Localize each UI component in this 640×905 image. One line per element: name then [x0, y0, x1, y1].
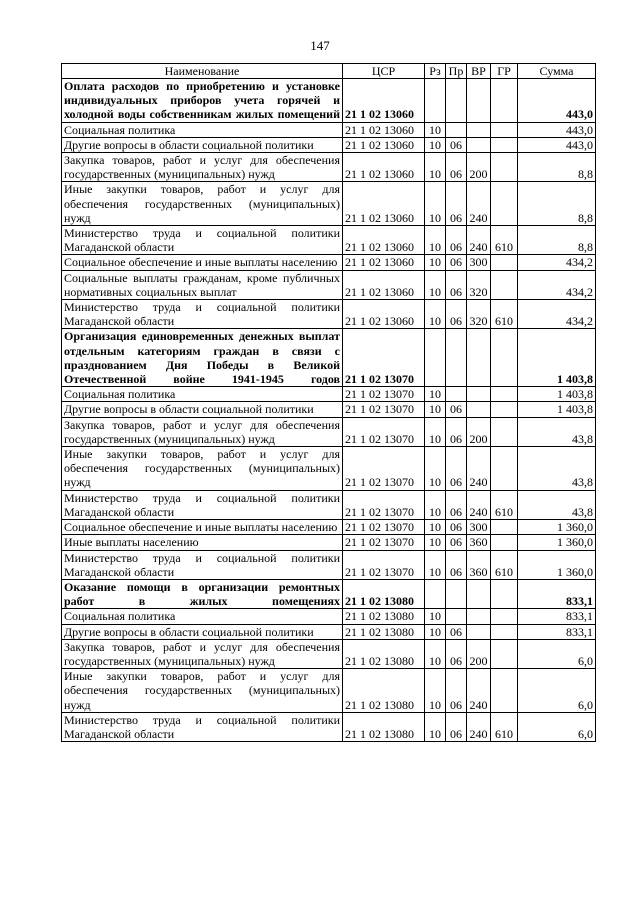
table-row: [62, 550, 596, 579]
table-row: [62, 402, 596, 417]
cell-rz: 10: [425, 447, 446, 491]
cell-csr: 21 1 02 13070: [343, 535, 425, 550]
cell-csr: 21 1 02 13060: [343, 255, 425, 270]
cell-vr: [467, 624, 491, 639]
cell-vr: [467, 122, 491, 137]
cell-sum: 1 403,8: [518, 329, 596, 387]
cell-name: Иные закупки товаров, работ и услуг для обеспечения государственных (муниципальных) нужд: [62, 669, 343, 713]
cell-csr: 21 1 02 13080: [343, 639, 425, 668]
table-row: [62, 639, 596, 668]
cell-vr: [467, 387, 491, 402]
cell-pr: [446, 387, 467, 402]
cell-rz: 10: [425, 182, 446, 226]
cell-rz: 10: [425, 300, 446, 329]
header-gr: ГР: [491, 64, 518, 79]
cell-vr: 240: [467, 447, 491, 491]
cell-gr: [491, 609, 518, 624]
cell-gr: [491, 255, 518, 270]
cell-sum: 43,8: [518, 417, 596, 446]
cell-name: Социальная политика: [62, 122, 343, 137]
cell-name: Иные закупки товаров, работ и услуг для обеспечения государственных (муниципальных) нужд: [62, 447, 343, 491]
cell-pr: 06: [446, 669, 467, 713]
header-name: Наименование: [62, 64, 343, 79]
cell-gr: [491, 624, 518, 639]
cell-pr: 06: [446, 182, 467, 226]
cell-pr: 06: [446, 639, 467, 668]
cell-rz: 10: [425, 226, 446, 255]
cell-name: Закупка товаров, работ и услуг для обеспечения государственных (муниципальных) нужд: [62, 417, 343, 446]
cell-pr: 06: [446, 624, 467, 639]
cell-pr: 06: [446, 712, 467, 741]
table-row: [62, 255, 596, 270]
table-row: [62, 669, 596, 713]
cell-sum: 434,2: [518, 270, 596, 299]
cell-sum: 434,2: [518, 300, 596, 329]
cell-csr: 21 1 02 13070: [343, 520, 425, 535]
cell-csr: 21 1 02 13070: [343, 550, 425, 579]
cell-sum: 8,8: [518, 182, 596, 226]
cell-gr: [491, 579, 518, 608]
cell-gr: [491, 535, 518, 550]
cell-rz: 10: [425, 712, 446, 741]
cell-csr: 21 1 02 13080: [343, 609, 425, 624]
table-row: [62, 122, 596, 137]
cell-csr: 21 1 02 13080: [343, 669, 425, 713]
cell-sum: 6,0: [518, 639, 596, 668]
cell-csr: 21 1 02 13060: [343, 79, 425, 123]
cell-csr: 21 1 02 13060: [343, 300, 425, 329]
cell-gr: [491, 79, 518, 123]
table-row: [62, 300, 596, 329]
cell-gr: 610: [491, 226, 518, 255]
cell-sum: 6,0: [518, 712, 596, 741]
cell-pr: [446, 329, 467, 387]
cell-csr: 21 1 02 13080: [343, 624, 425, 639]
table-row: [62, 520, 596, 535]
cell-gr: [491, 153, 518, 182]
cell-sum: 443,0: [518, 122, 596, 137]
cell-name: Другие вопросы в области социальной политики: [62, 137, 343, 152]
cell-name: Иные закупки товаров, работ и услуг для обеспечения государственных (муниципальных) нужд: [62, 182, 343, 226]
cell-vr: 360: [467, 550, 491, 579]
cell-sum: 6,0: [518, 669, 596, 713]
cell-pr: [446, 122, 467, 137]
table-row: [62, 329, 596, 387]
cell-name: Другие вопросы в области социальной политики: [62, 624, 343, 639]
cell-vr: 320: [467, 270, 491, 299]
cell-pr: 06: [446, 255, 467, 270]
cell-rz: 10: [425, 669, 446, 713]
table-row: [62, 712, 596, 741]
cell-vr: 240: [467, 182, 491, 226]
cell-pr: 06: [446, 270, 467, 299]
cell-gr: [491, 402, 518, 417]
cell-vr: 200: [467, 417, 491, 446]
cell-name: Иные выплаты населению: [62, 535, 343, 550]
cell-rz: 10: [425, 270, 446, 299]
cell-rz: 10: [425, 387, 446, 402]
cell-vr: [467, 329, 491, 387]
cell-sum: 1 360,0: [518, 535, 596, 550]
cell-pr: 06: [446, 417, 467, 446]
cell-csr: 21 1 02 13060: [343, 182, 425, 226]
cell-rz: 10: [425, 639, 446, 668]
table-row: [62, 609, 596, 624]
cell-pr: 06: [446, 402, 467, 417]
cell-sum: 1 360,0: [518, 550, 596, 579]
table-row: [62, 624, 596, 639]
cell-pr: 06: [446, 137, 467, 152]
cell-csr: 21 1 02 13070: [343, 402, 425, 417]
cell-gr: 610: [491, 712, 518, 741]
cell-pr: 06: [446, 226, 467, 255]
table-row: [62, 79, 596, 123]
cell-rz: 10: [425, 490, 446, 519]
cell-sum: 833,1: [518, 579, 596, 608]
cell-vr: 240: [467, 669, 491, 713]
cell-gr: 610: [491, 490, 518, 519]
cell-gr: [491, 387, 518, 402]
cell-name: Министерство труда и социальной политики Магаданской области: [62, 226, 343, 255]
cell-rz: 10: [425, 550, 446, 579]
cell-vr: [467, 402, 491, 417]
cell-vr: [467, 579, 491, 608]
cell-csr: 21 1 02 13060: [343, 270, 425, 299]
cell-sum: 43,8: [518, 490, 596, 519]
cell-sum: 434,2: [518, 255, 596, 270]
cell-gr: [491, 329, 518, 387]
table-header-row: [62, 64, 596, 79]
cell-csr: 21 1 02 13070: [343, 387, 425, 402]
cell-csr: 21 1 02 13070: [343, 329, 425, 387]
budget-table: [61, 63, 596, 742]
cell-rz: [425, 79, 446, 123]
cell-sum: 443,0: [518, 137, 596, 152]
cell-vr: 300: [467, 520, 491, 535]
cell-rz: 10: [425, 609, 446, 624]
cell-name: Оказание помощи в организации ремонтных работ в жилых помещениях: [62, 579, 343, 608]
page-number: 147: [310, 38, 330, 53]
cell-csr: 21 1 02 13060: [343, 137, 425, 152]
cell-sum: 833,1: [518, 624, 596, 639]
cell-pr: [446, 579, 467, 608]
cell-rz: [425, 329, 446, 387]
cell-gr: [491, 639, 518, 668]
cell-vr: [467, 137, 491, 152]
cell-gr: [491, 137, 518, 152]
cell-gr: 610: [491, 550, 518, 579]
table-row: [62, 579, 596, 608]
table-row: [62, 182, 596, 226]
cell-sum: 8,8: [518, 153, 596, 182]
cell-vr: 200: [467, 639, 491, 668]
cell-csr: 21 1 02 13070: [343, 417, 425, 446]
cell-name: Министерство труда и социальной политики Магаданской области: [62, 550, 343, 579]
cell-pr: [446, 79, 467, 123]
table-row: [62, 153, 596, 182]
cell-rz: 10: [425, 153, 446, 182]
cell-rz: 10: [425, 535, 446, 550]
cell-rz: 10: [425, 122, 446, 137]
cell-name: Социальная политика: [62, 609, 343, 624]
cell-csr: 21 1 02 13080: [343, 579, 425, 608]
table-row: [62, 387, 596, 402]
cell-sum: 1 360,0: [518, 520, 596, 535]
table-row: [62, 137, 596, 152]
cell-vr: 360: [467, 535, 491, 550]
cell-sum: 833,1: [518, 609, 596, 624]
table-row: [62, 226, 596, 255]
table-body: [62, 79, 596, 742]
cell-csr: 21 1 02 13060: [343, 226, 425, 255]
cell-pr: 06: [446, 520, 467, 535]
cell-pr: [446, 609, 467, 624]
cell-name: Министерство труда и социальной политики Магаданской области: [62, 490, 343, 519]
cell-rz: 10: [425, 137, 446, 152]
cell-gr: [491, 447, 518, 491]
cell-name: Закупка товаров, работ и услуг для обеспечения государственных (муниципальных) нужд: [62, 639, 343, 668]
cell-rz: 10: [425, 255, 446, 270]
cell-pr: 06: [446, 550, 467, 579]
cell-name: Организация единовременных денежных выплат отдельным категориям граждан в связи с празднованием Дня Победы в Великой Отечественной войне 1941-1945 годов: [62, 329, 343, 387]
cell-vr: 200: [467, 153, 491, 182]
table-row: [62, 535, 596, 550]
cell-csr: 21 1 02 13080: [343, 712, 425, 741]
header-rz: Рз: [425, 64, 446, 79]
cell-name: Министерство труда и социальной политики Магаданской области: [62, 712, 343, 741]
cell-gr: [491, 182, 518, 226]
cell-sum: 8,8: [518, 226, 596, 255]
cell-vr: 240: [467, 712, 491, 741]
header-vr: ВР: [467, 64, 491, 79]
cell-sum: 1 403,8: [518, 387, 596, 402]
cell-rz: 10: [425, 624, 446, 639]
cell-rz: [425, 579, 446, 608]
cell-name: Другие вопросы в области социальной политики: [62, 402, 343, 417]
cell-name: Социальное обеспечение и иные выплаты населению: [62, 520, 343, 535]
cell-csr: 21 1 02 13060: [343, 153, 425, 182]
cell-sum: 43,8: [518, 447, 596, 491]
cell-pr: 06: [446, 300, 467, 329]
cell-vr: 240: [467, 226, 491, 255]
cell-pr: 06: [446, 490, 467, 519]
cell-csr: 21 1 02 13060: [343, 122, 425, 137]
cell-csr: 21 1 02 13070: [343, 490, 425, 519]
cell-pr: 06: [446, 535, 467, 550]
cell-gr: 610: [491, 300, 518, 329]
cell-name: Закупка товаров, работ и услуг для обеспечения государственных (муниципальных) нужд: [62, 153, 343, 182]
cell-gr: [491, 417, 518, 446]
cell-name: Социальные выплаты гражданам, кроме публичных нормативных социальных выплат: [62, 270, 343, 299]
table-row: [62, 490, 596, 519]
cell-vr: 320: [467, 300, 491, 329]
cell-gr: [491, 669, 518, 713]
cell-gr: [491, 270, 518, 299]
cell-sum: 443,0: [518, 79, 596, 123]
table-row: [62, 270, 596, 299]
cell-gr: [491, 122, 518, 137]
cell-vr: 240: [467, 490, 491, 519]
cell-vr: [467, 79, 491, 123]
table-row: [62, 417, 596, 446]
cell-sum: 1 403,8: [518, 402, 596, 417]
table-row: [62, 447, 596, 491]
cell-vr: 300: [467, 255, 491, 270]
cell-rz: 10: [425, 520, 446, 535]
header-pr: Пр: [446, 64, 467, 79]
cell-csr: 21 1 02 13070: [343, 447, 425, 491]
cell-gr: [491, 520, 518, 535]
cell-name: Министерство труда и социальной политики Магаданской области: [62, 300, 343, 329]
cell-name: Социальная политика: [62, 387, 343, 402]
header-sum: Сумма: [518, 64, 596, 79]
cell-pr: 06: [446, 153, 467, 182]
cell-name: Оплата расходов по приобретению и установке индивидуальных приборов учета горячей и холодной воды собственникам жилых помещений: [62, 79, 343, 123]
cell-rz: 10: [425, 417, 446, 446]
cell-rz: 10: [425, 402, 446, 417]
cell-vr: [467, 609, 491, 624]
cell-pr: 06: [446, 447, 467, 491]
cell-name: Социальное обеспечение и иные выплаты населению: [62, 255, 343, 270]
header-csr: ЦСР: [343, 64, 425, 79]
